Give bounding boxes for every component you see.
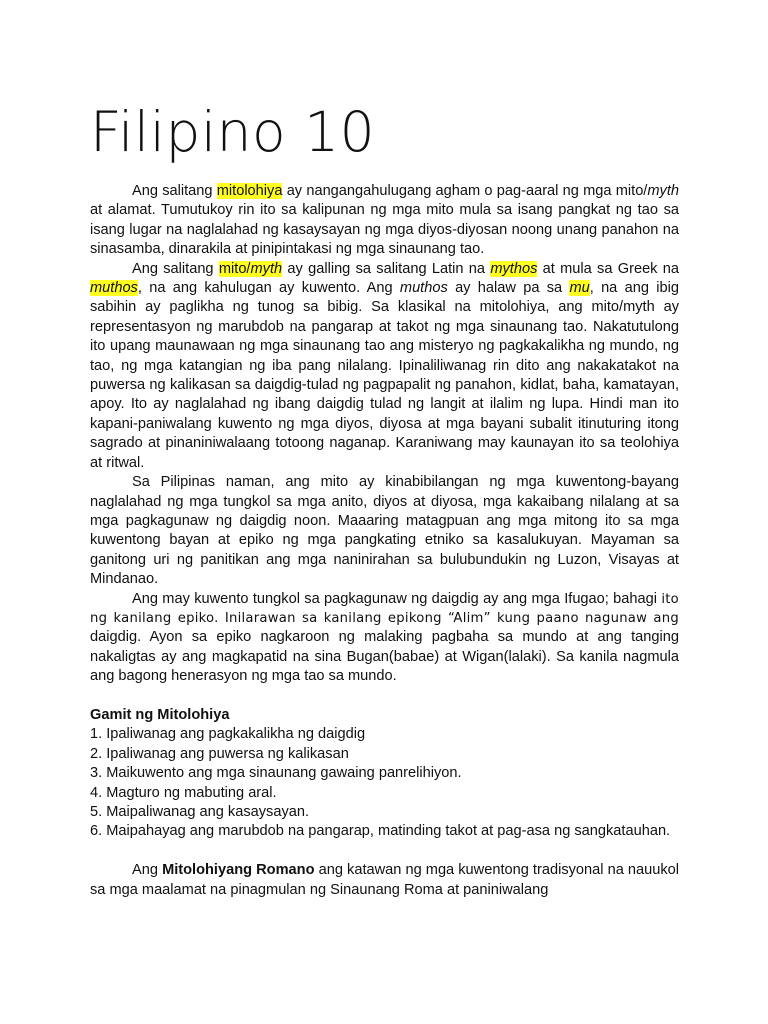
highlight-mitolohiya: mitolohiya bbox=[216, 183, 283, 199]
highlight-mito-myth bbox=[219, 261, 282, 277]
highlight-muthos: muthos bbox=[90, 280, 138, 297]
p1-italic-myth: myth bbox=[647, 183, 679, 199]
paragraph-3: Sa Pilipinas naman, ang mito ay kinabibilangan ng mga kuwentong-bayang naglalahad ng mga tungkol sa mga anito, diyos at diyosa, mga kakaibang nilalang at sa mga pagkagunaw ng daigdig noon. Maaaring matagpuan ang mga mitong ito sa mga kuwentong bayan at epiko ng mga pangkating etniko sa kasalukuyan. Mayaman sa ganitong uri ng panitikan ang mga naninirahan sa bulubundukin ng Luzon, Visayas at Mindanao. bbox=[90, 474, 679, 588]
section-title-gamit: Gamit ng Mitolohiya bbox=[90, 706, 230, 723]
paragraph-2 bbox=[90, 260, 679, 473]
p1-text-3: at alamat. Tumutukoy rin ito sa kalipunan ng mga mito mula sa isang pangkat ng tao sa isang lugar na naglalahad ng kasaysayan ng mga diyos-diyosan noong unang panahon na sinasamba, dinarakila at pinipintakasi ng mga sinaunang tao. bbox=[90, 202, 679, 258]
paragraph-1 bbox=[90, 182, 679, 260]
paragraph-4 bbox=[90, 590, 679, 687]
highlight-mito: mito/ bbox=[218, 260, 251, 277]
p5-text-1: Ang bbox=[132, 862, 158, 879]
p2-text-3: at mula sa Greek na bbox=[542, 260, 679, 277]
p1-text-1: Ang salitang bbox=[132, 183, 213, 199]
highlight-mu: mu bbox=[569, 280, 590, 297]
p2-text-5: ay halaw pa sa bbox=[455, 280, 563, 297]
p2-text-1: Ang salitang bbox=[132, 260, 214, 277]
highlight-mythos: mythos bbox=[490, 260, 538, 277]
p5-text-2: ang katawan ng mga kuwentong tradisyonal na nauukol sa mga maalamat na pinagmulan ng Sinaunang Roma at paniniwalang bbox=[90, 862, 680, 898]
p2-text-6: , na ang ibig sabihin ay paglikha ng tunog sa bibig. Sa klasikal na mitolohiya, ang mito/myth ay representasyon ng marubdob na pangarap at takot ng mga sinaunang tao. Nakatutulong ito upang maunawaan ng mga sinaunang tao ang misteryo ng pagkakalikha ng mundo, ng tao, ng mga katangian ng iba pang nilalang. Ipinaliliwanag rin dito ang nakakatakot na puwersa ng kalikasan sa daigdig-tulad ng pagpapalit ng panahon, kidlat, baha, kamatayan, apoy. Ito ay naglalahad ng ibang daigdig tulad ng langit at ilalim ng lupa. Hindi man ito kapani-paniwalang kuwento ng mga diyos, diyosa at mga bayani subalit itinuturing itong sagrado at pinaniniwalaang totoong naganap. Karaniwang may kaunayan ito sa teolohiya at ritwal. bbox=[90, 280, 679, 471]
spacer bbox=[90, 687, 679, 706]
list-item: 2. Ipaliwanag ang puwersa ng kalikasan bbox=[90, 745, 349, 762]
p4-text-1: Ang may kuwento tungkol sa pagkagunaw ng daigdig ay ang mga Ifugao; bahagi bbox=[132, 590, 657, 607]
list-item: 6. Maipahayag ang marubdob na pangarap, matinding takot at pag-asa ng sangkatauhan. bbox=[90, 823, 671, 840]
p2-italic-muthos: muthos bbox=[399, 280, 448, 297]
document-body bbox=[90, 182, 679, 900]
p5-bold-mitolohiyang-romano: Mitolohiyang Romano bbox=[162, 862, 315, 879]
p1-text-2: ay nangangahulugang agham o pag-aaral ng mga mito/ bbox=[286, 183, 648, 199]
list-item: 1. Ipaliwanag ang pagkakalikha ng daigdig bbox=[90, 726, 366, 743]
uses-list bbox=[90, 725, 679, 841]
list-item: 5. Maipaliwanag ang kasaysayan. bbox=[90, 803, 310, 820]
spacer bbox=[90, 842, 679, 861]
list-item: 4. Magturo ng mabuting aral. bbox=[90, 784, 277, 801]
p2-text-4: , na ang kahulugan ay kuwento. Ang bbox=[137, 280, 393, 297]
p4-text-2: ito ng kanilang epiko. Inilarawan sa kanilang epikong “Alim” kung paano nagunaw ang bbox=[90, 591, 679, 626]
list-item: 3. Maikuwento ang mga sinaunang gawaing panrelihiyon. bbox=[90, 765, 462, 782]
page-title: Filipino 10 bbox=[90, 100, 376, 164]
highlight-myth: myth bbox=[250, 260, 283, 277]
paragraph-5 bbox=[90, 861, 679, 900]
p4-text-3: daigdig. Ayon sa epiko nagkaroon ng malaking pagbaha sa mundo at ang tanging nakaligtas ay ang magkapatid na sina Bugan(babae) at Wigan(lalaki). Sa kanila nagmula ang bagong henerasyon ng mga tao sa mundo. bbox=[90, 629, 679, 685]
p2-text-2: ay galling sa salitang Latin na bbox=[287, 260, 486, 277]
